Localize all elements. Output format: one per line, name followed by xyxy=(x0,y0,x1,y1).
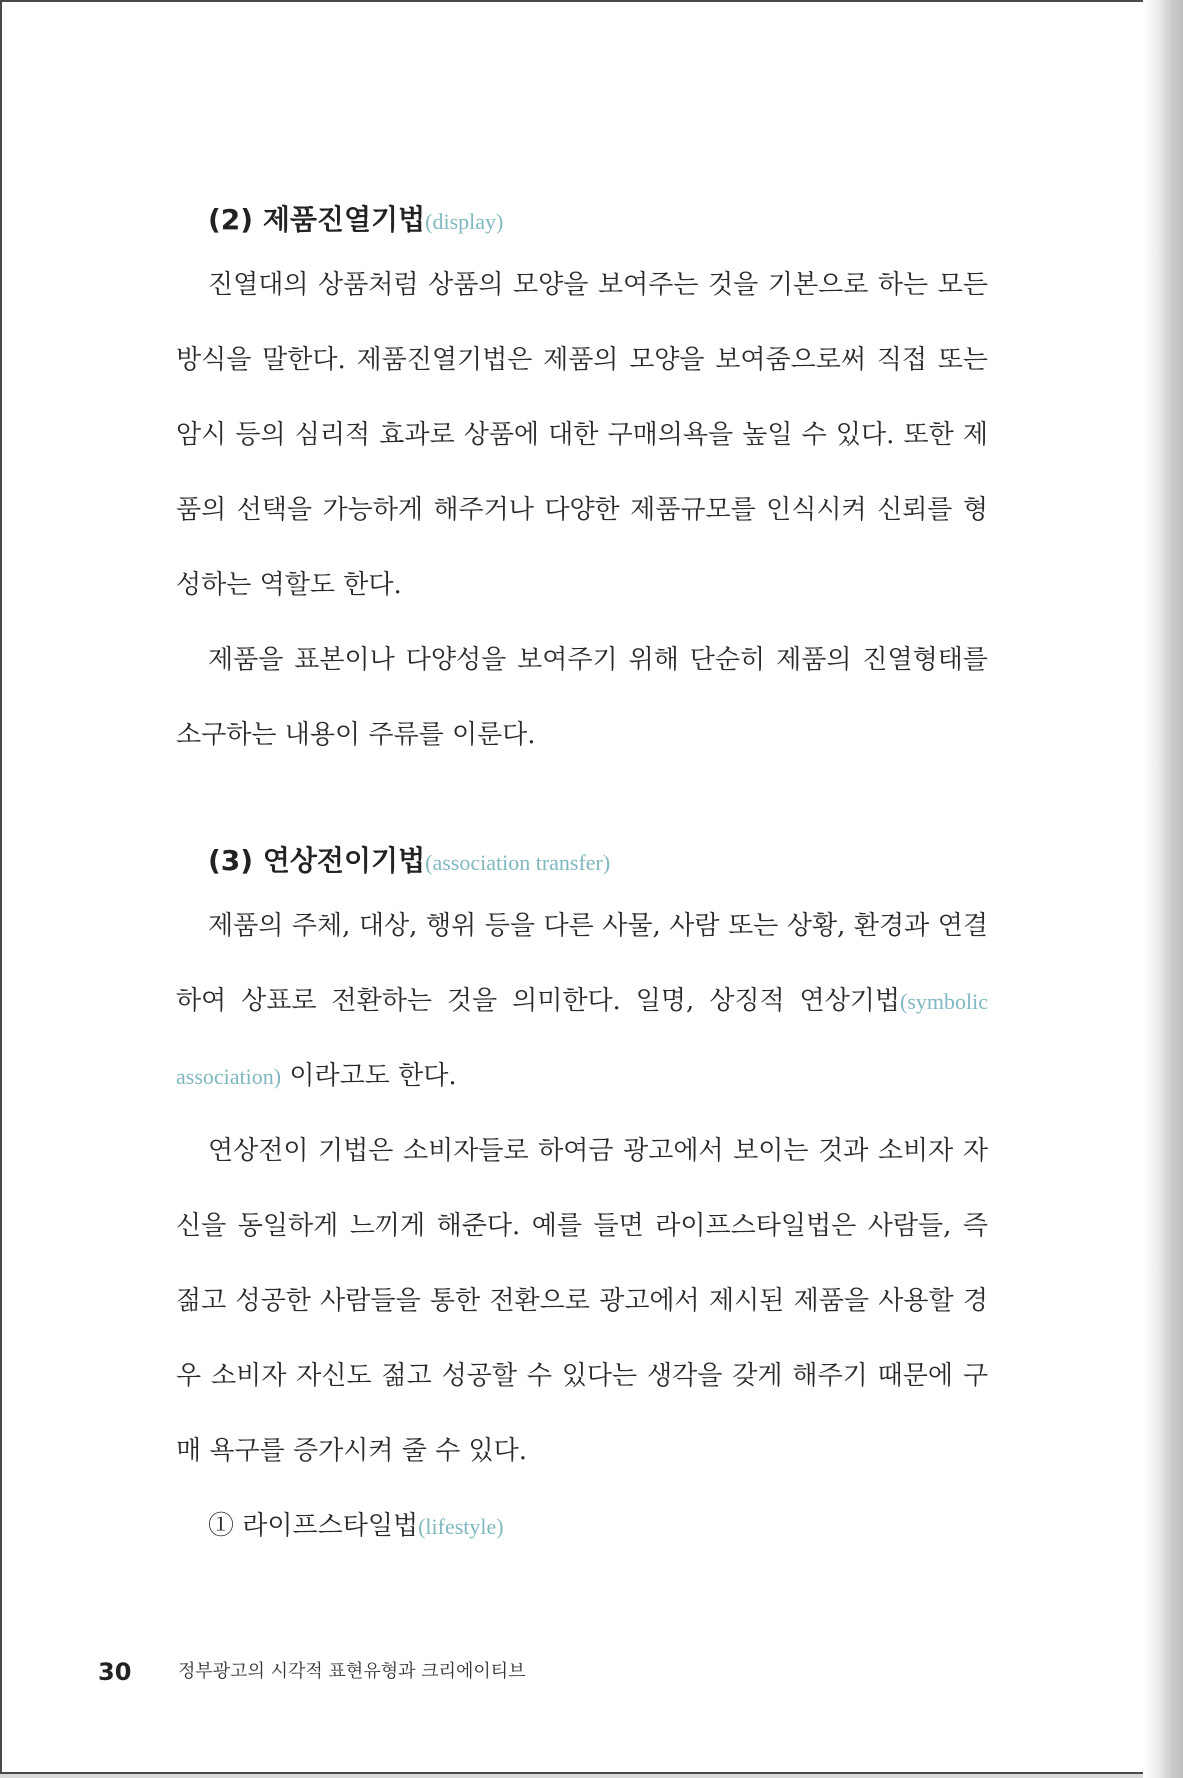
body-paragraph: 진열대의 상품처럼 상품의 모양을 보여주는 것을 기본으로 하는 모든 방식을 말한다. 제품진열기법은 제품의 모양을 보여줌으로써 직접 또는 암시 등의 심리적 효과로 상품에 대한 구매의욕을 높일 수 있다. 또한 제품의 선택을 가능하게 해주거나 다양한 제품규모를 인식시켜 신뢰를 형성하는 역할도 한다. xyxy=(176,270,988,600)
list-item xyxy=(176,1489,988,1564)
section-english-term: (display) xyxy=(425,209,504,234)
english-term: (lifestyle) xyxy=(418,1514,504,1539)
book-title: 정부광고의 시각적 표현유형과 크리에이티브 xyxy=(178,1661,526,1682)
list-marker: ① xyxy=(208,1511,235,1541)
paragraph-text: 이라고도 한다. xyxy=(281,1061,457,1091)
english-term: (symbolic association) xyxy=(176,989,988,1089)
body-paragraph: 연상전이 기법은 소비자들로 하여금 광고에서 보이는 것과 소비자 자신을 동일하게 느끼게 해준다. 예를 들면 라이프스타일법은 사람들, 즉 젊고 성공한 사람들을 통한 전환으로 광고에서 제시된 제품을 사용할 경우 소비자 자신도 젊고 성공할 수 있다는 생각을 갖게 해주기 때문에 구매 욕구를 증가시켜 줄 수 있다. xyxy=(176,1136,988,1466)
section-heading-display xyxy=(176,192,988,248)
section-number: (3) xyxy=(208,844,254,877)
section-title: 제품진열기법 xyxy=(262,203,426,236)
page-footer xyxy=(98,1654,526,1690)
page-content xyxy=(176,192,988,1564)
page-number: 30 xyxy=(98,1658,132,1686)
section-title: 연상전이기법 xyxy=(262,844,426,877)
list-item-title: 라이프스타일법 xyxy=(242,1511,419,1541)
section-heading-association xyxy=(176,833,988,889)
body-paragraph: 제품을 표본이나 다양성을 보여주기 위해 단순히 제품의 진열형태를 소구하는 내용이 주류를 이룬다. xyxy=(176,645,988,750)
page-edge-shadow xyxy=(1143,0,1183,1778)
paragraph-text: 제품의 주체, 대상, 행위 등을 다른 사물, 사람 또는 상황, 환경과 연결하여 상표로 전환하는 것을 의미한다. 일명, 상징적 연상기법 xyxy=(176,911,988,1016)
section-number: (2) xyxy=(208,203,254,236)
body-paragraph xyxy=(176,889,988,1114)
section-english-term: (association transfer) xyxy=(425,850,611,875)
